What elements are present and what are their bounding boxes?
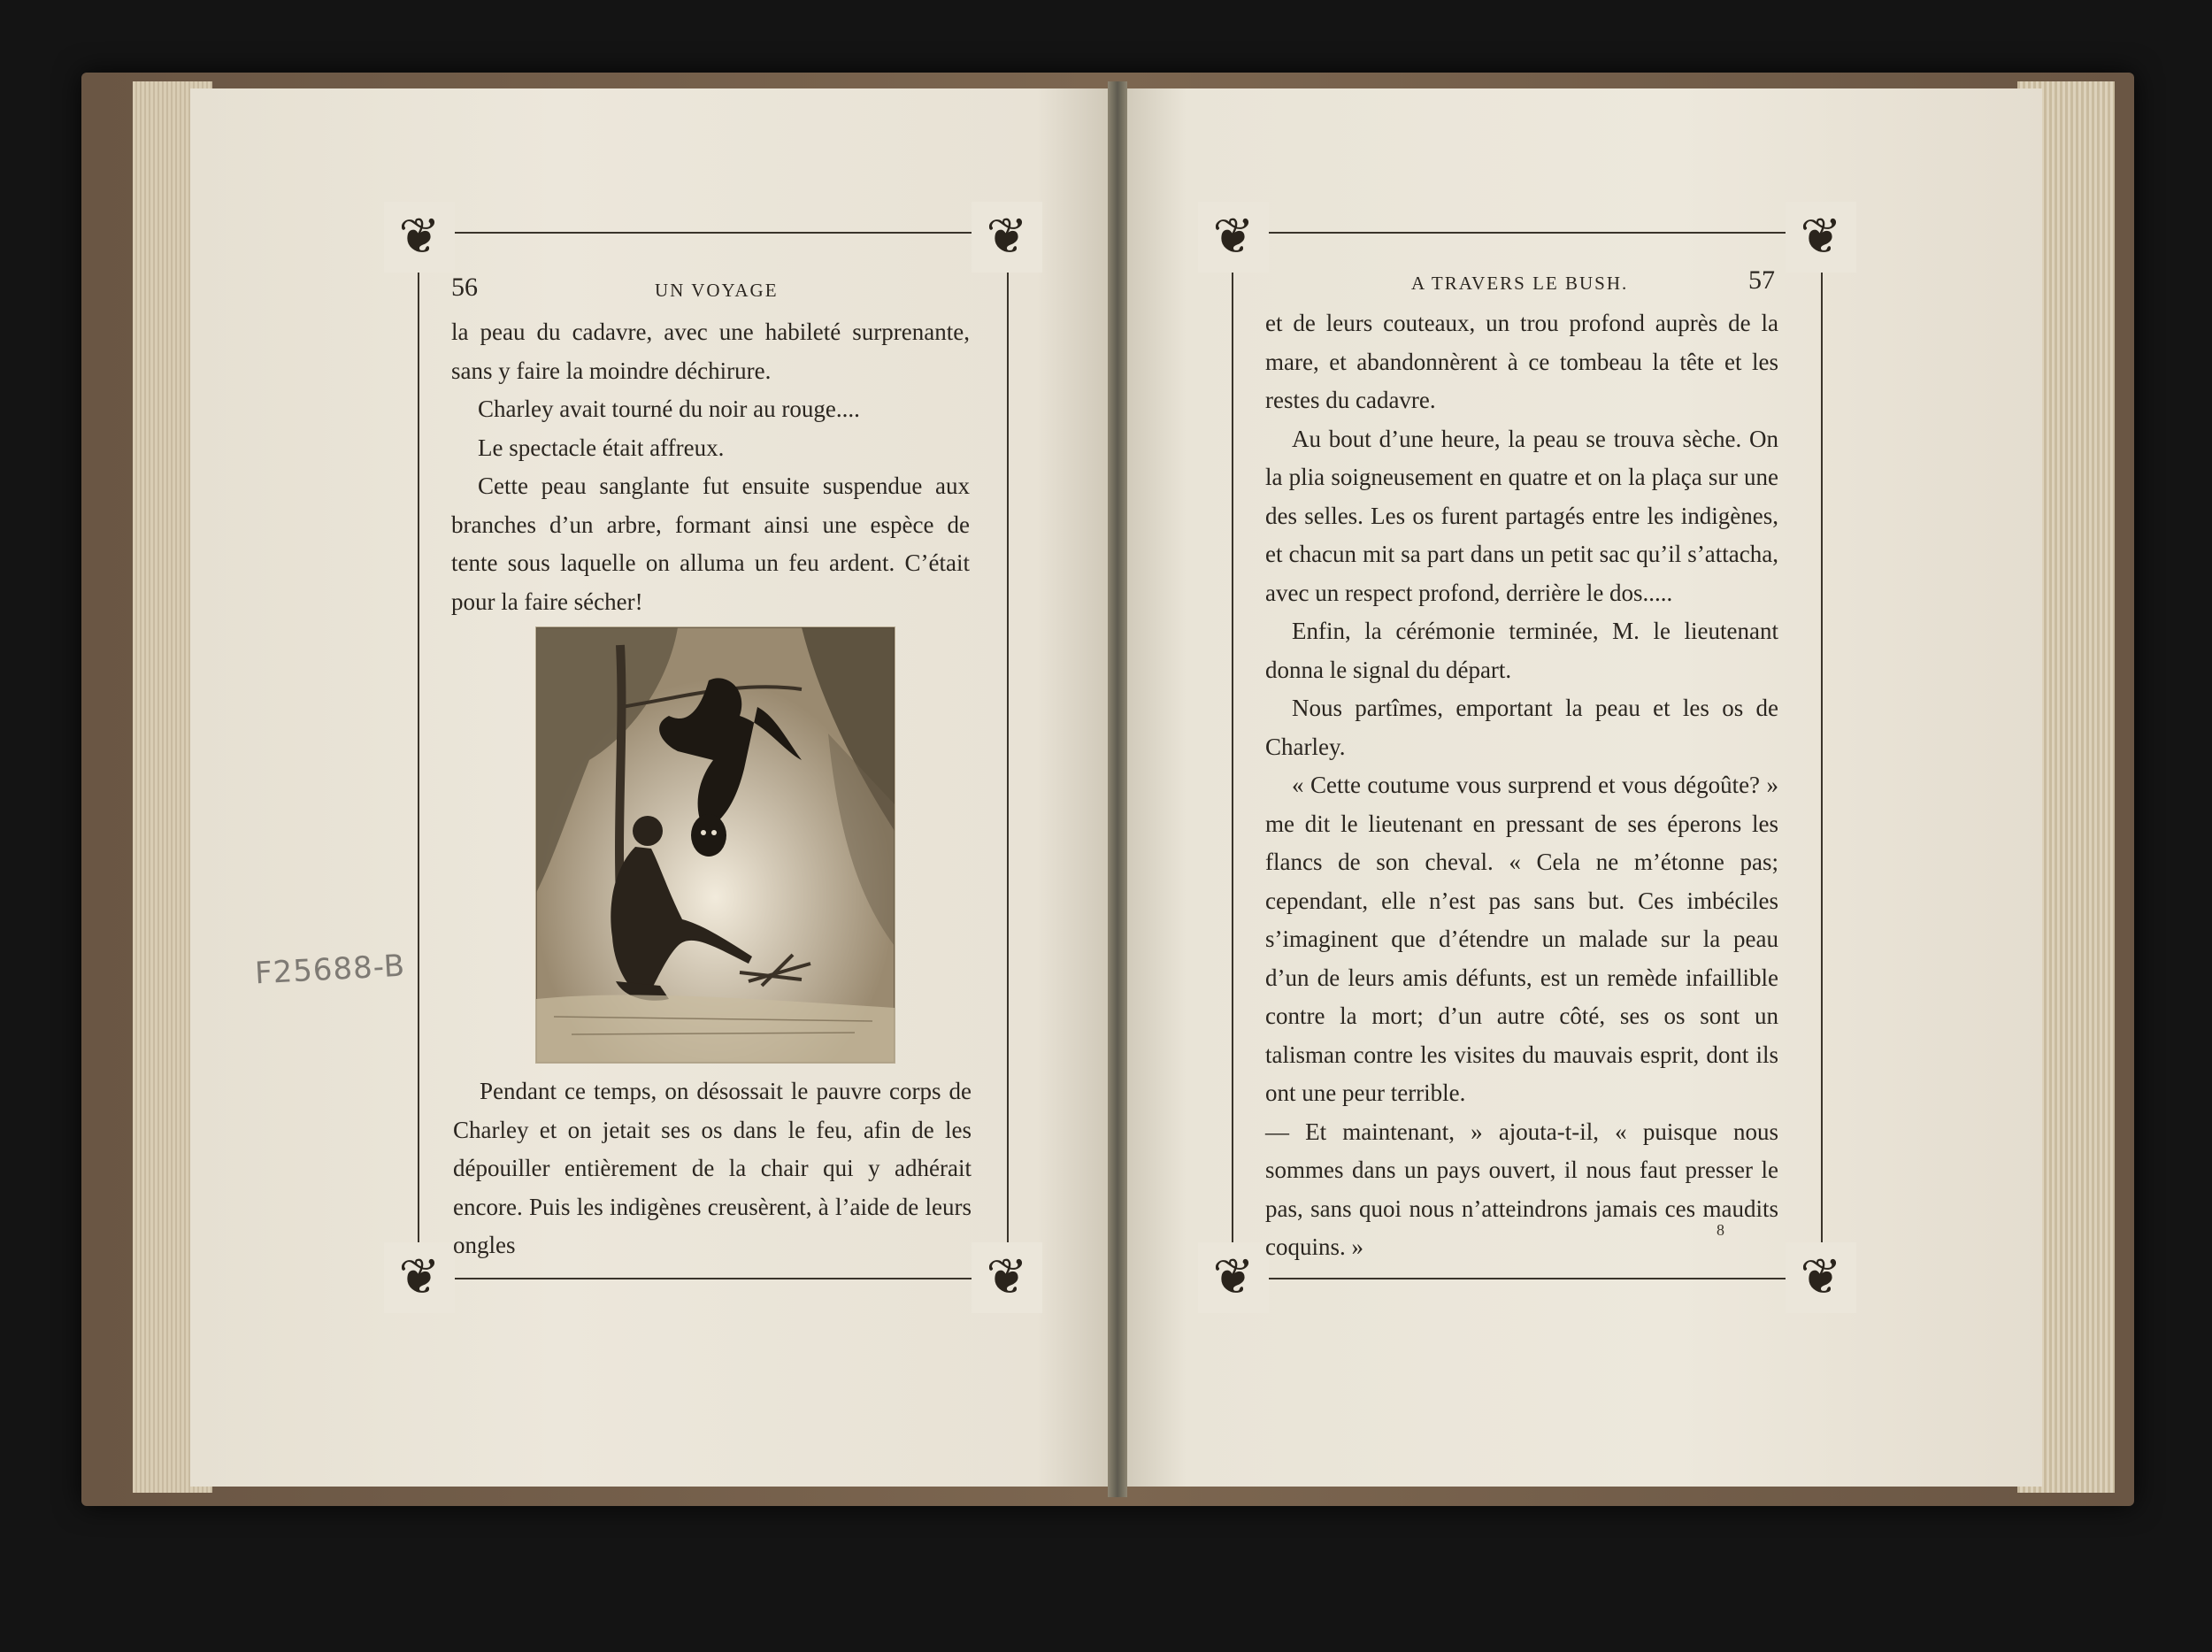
paragraph: « Cette coutume vous surprend et vous dégoûte? » me dit le lieutenant en pressant de ses éperons les flancs de son cheval. « Cela ne m’étonne pas; cependant, elle n’est pas sans but. Ces imbéciles s’imaginent que d’étendre un malade sur la peau d’un de leurs amis défunts, est un remède infaillible contre la mort; d’un autre côté, ses os sont un talisman contre les visites du mauvais esprit, dont ils ont une peur terrible. xyxy=(1265,772,1778,1106)
corner-ornament-icon: ❦ xyxy=(1198,1242,1269,1313)
paragraph: Nous partîmes, emportant la peau et les os de Charley. xyxy=(1265,695,1778,760)
accession-number: F25688-B xyxy=(254,948,407,992)
right-page-text xyxy=(1265,304,1778,1267)
paragraph: Au bout d’une heure, la peau se trouva sèche. On la plia soigneusement en quatre et on la plaça sur une des selles. Les os furent partagés entre les indigènes, et chacun mit sa part dans un petit sac qu’il s’attacha, avec un respect profond, derrière le dos..... xyxy=(1265,425,1778,606)
paragraph: Charley avait tourné du noir au rouge.... xyxy=(478,396,860,422)
paragraph: la peau du cadavre, avec une habileté surprenante, sans y faire la moindre déchirure. xyxy=(451,319,970,384)
book-gutter xyxy=(1108,81,1127,1497)
page-number-left: 56 xyxy=(451,273,478,302)
corner-ornament-icon: ❦ xyxy=(384,202,455,273)
running-head-right: A TRAVERS LE BUSH. xyxy=(1411,273,1629,294)
paragraph: — Et maintenant, » ajouta-t-il, « puisque nous sommes dans un pays ouvert, il nous faut presser le pas, sans quoi nous n’atteindrons jamais ces maudits coquins. » xyxy=(1265,1118,1778,1260)
engraving-illustration xyxy=(535,626,895,1064)
corner-ornament-icon: ❦ xyxy=(972,1242,1042,1313)
corner-ornament-icon: ❦ xyxy=(1198,202,1269,273)
paragraph: Le spectacle était affreux. xyxy=(478,434,725,461)
page-number-right: 57 xyxy=(1748,265,1775,295)
running-head-left: UN VOYAGE xyxy=(655,280,779,301)
corner-ornament-icon: ❦ xyxy=(972,202,1042,273)
paragraph: Pendant ce temps, on désossait le pauvre corps de Charley et on jetait ses os dans le feu, afin de les dépouiller entièrement de la chair qui y adhérait encore. Puis les indigènes creusèrent, à l’aide de leurs ongles xyxy=(453,1078,972,1258)
illustration-drawing xyxy=(536,627,895,1063)
signature-mark: 8 xyxy=(1717,1221,1724,1239)
left-page-text-top xyxy=(451,313,970,621)
corner-ornament-icon: ❦ xyxy=(1786,1242,1856,1313)
left-page-text-bottom xyxy=(453,1072,972,1265)
corner-ornament-icon: ❦ xyxy=(1786,202,1856,273)
corner-ornament-icon: ❦ xyxy=(384,1242,455,1313)
paragraph: et de leurs couteaux, un trou profond auprès de la mare, et abandonnèrent à ce tombeau la tête et les restes du cadavre. xyxy=(1265,310,1778,413)
paragraph: Cette peau sanglante fut ensuite suspendue aux branches d’un arbre, formant ainsi une espèce de tente sous laquelle on alluma un feu ardent. C’était pour la faire sécher! xyxy=(451,473,970,615)
paragraph: Enfin, la cérémonie terminée, M. le lieutenant donna le signal du départ. xyxy=(1265,618,1778,683)
